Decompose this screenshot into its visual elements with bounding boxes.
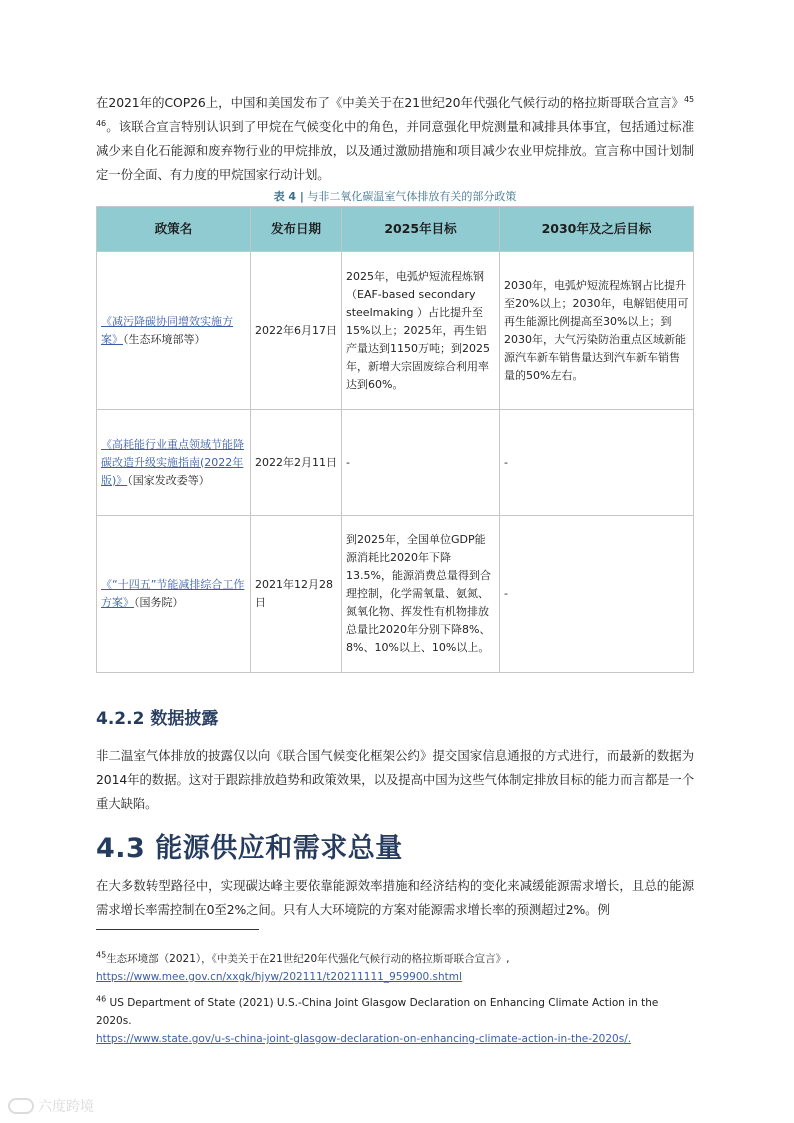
- section-heading-energy-supply-demand: 4.3 能源供应和需求总量: [96, 833, 403, 864]
- policy-link[interactable]: 《“十四五”节能减排综合工作方案》: [101, 578, 245, 609]
- table-caption-text: 与非二氧化碳温室气体排放有关的部分政策: [307, 190, 517, 203]
- footnote-46: [96, 994, 694, 1048]
- target-2025-cell: 2025年，电弧炉短流程炼钢（EAF-based secondary steelmaking ）占比提升至15%以上；2025年，再生铝产量达到1150万吨；到2025年，新增大宗固废综合利用率达到60%。: [342, 252, 500, 410]
- policy-issuer: （国务院）: [134, 596, 184, 609]
- footnote-link[interactable]: https://www.mee.gov.cn/xxgk/hjyw/202111/t20211111_959900.shtml: [96, 971, 462, 983]
- policy-issuer: （国家发改委等）: [127, 473, 210, 487]
- intro-paragraph: [96, 91, 694, 187]
- intro-footnote-refs[interactable]: 45 46: [96, 94, 694, 128]
- target-2030-cell: 2030年，电弧炉短流程炼钢占比提升至20%以上；2030年，电解铝使用可再生能源比例提高至30%以上；到2030年，大气污染防治重点区域新能源汽车新车销售量达到汽车新车销售量的50%左右。: [500, 252, 694, 410]
- policy-name-cell: [97, 516, 251, 673]
- intro-text-before: 在2021年的COP26上，中国和美国发布了《中美关于在21世纪20年代强化气候行动的格拉斯哥联合宣言》: [96, 95, 685, 110]
- policy-table: [96, 206, 694, 673]
- table-row: [97, 252, 694, 410]
- header-2025-target: 2025年目标: [342, 207, 500, 252]
- target-2030-cell: -: [500, 410, 694, 516]
- table-caption: [96, 188, 694, 204]
- watermark-text: 六度跨境: [38, 1099, 94, 1115]
- footnote-link[interactable]: https://www.state.gov/u-s-china-joint-glasgow-declaration-on-enhancing-climate-action-in-the-2020s/.: [96, 1033, 632, 1045]
- header-release-date: 发布日期: [251, 207, 342, 252]
- intro-text-after: 。该联合宣言特别认识到了甲烷在气候变化中的角色，并同意强化甲烷测量和减排具体事宜，包括通过标准减少来自化石能源和废弃物行业的甲烷排放，以及通过激励措施和项目减少农业甲烷排放。宣言称中国计划制定一份全面、有力度的甲烷国家行动计划。: [96, 119, 694, 182]
- footnote-text: 生态环境部（2021），《中美关于在21世纪20年代强化气候行动的格拉斯哥联合宣言》,: [106, 953, 510, 965]
- footnote-mark: 45: [96, 950, 107, 960]
- footnote-mark: 46: [96, 994, 107, 1004]
- target-2025-cell: -: [342, 410, 500, 516]
- table-row: [97, 410, 694, 516]
- footnote-divider: [96, 929, 259, 930]
- release-date-cell: 2022年2月11日: [251, 410, 342, 516]
- header-2030-target: 2030年及之后目标: [500, 207, 694, 252]
- release-date-cell: 2021年12月28日: [251, 516, 342, 673]
- footnote-text: US Department of State (2021) U.S.-China Joint Glasgow Declaration on Enhancing Climate Action in the 2020s.: [96, 997, 659, 1027]
- target-2025-cell: 到2025年，全国单位GDP能源消耗比2020年下降13.5%，能源消费总量得到合理控制，化学需氧量、氨氮、氮氧化物、挥发性有机物排放总量比2020年分别下降8%、8%、10%以上、10%以上。: [342, 516, 500, 673]
- watermark: [8, 1096, 94, 1116]
- policy-issuer: （生态环境部等）: [123, 332, 206, 346]
- policy-name-cell: [97, 252, 251, 410]
- energy-paragraph: 在大多数转型路径中，实现碳达峰主要依靠能源效率措施和经济结构的变化来减缓能源需求增长，且总的能源需求增长率需控制在0至2%之间。只有人大环境院的方案对能源需求增长率的预测超过2%。例: [96, 878, 694, 917]
- footnote-45: [96, 950, 694, 986]
- target-2030-cell: -: [500, 516, 694, 673]
- release-date-cell: 2022年6月17日: [251, 252, 342, 410]
- policy-link[interactable]: 《减污降碳协同增效实施方案》: [101, 314, 233, 346]
- table-caption-label: 表 4 |: [273, 190, 304, 203]
- table-row: [97, 516, 694, 673]
- policy-link[interactable]: 《高耗能行业重点领域节能降碳改造升级实施指南(2022年版)》: [101, 437, 244, 487]
- header-policy-name: 政策名: [97, 207, 251, 252]
- watermark-logo-icon: [8, 1098, 34, 1114]
- data-disclosure-paragraph: 非二温室气体排放的披露仅以向《联合国气候变化框架公约》提交国家信息通报的方式进行，而最新的数据为2014年的数据。这对于跟踪排放趋势和政策效果，以及提高中国为这些气体制定排放目标的能力而言都是一个重大缺陷。: [96, 748, 694, 811]
- section-heading-data-disclosure: 4.2.2 数据披露: [96, 709, 219, 729]
- table-header-row: [97, 207, 694, 252]
- policy-name-cell: [97, 410, 251, 516]
